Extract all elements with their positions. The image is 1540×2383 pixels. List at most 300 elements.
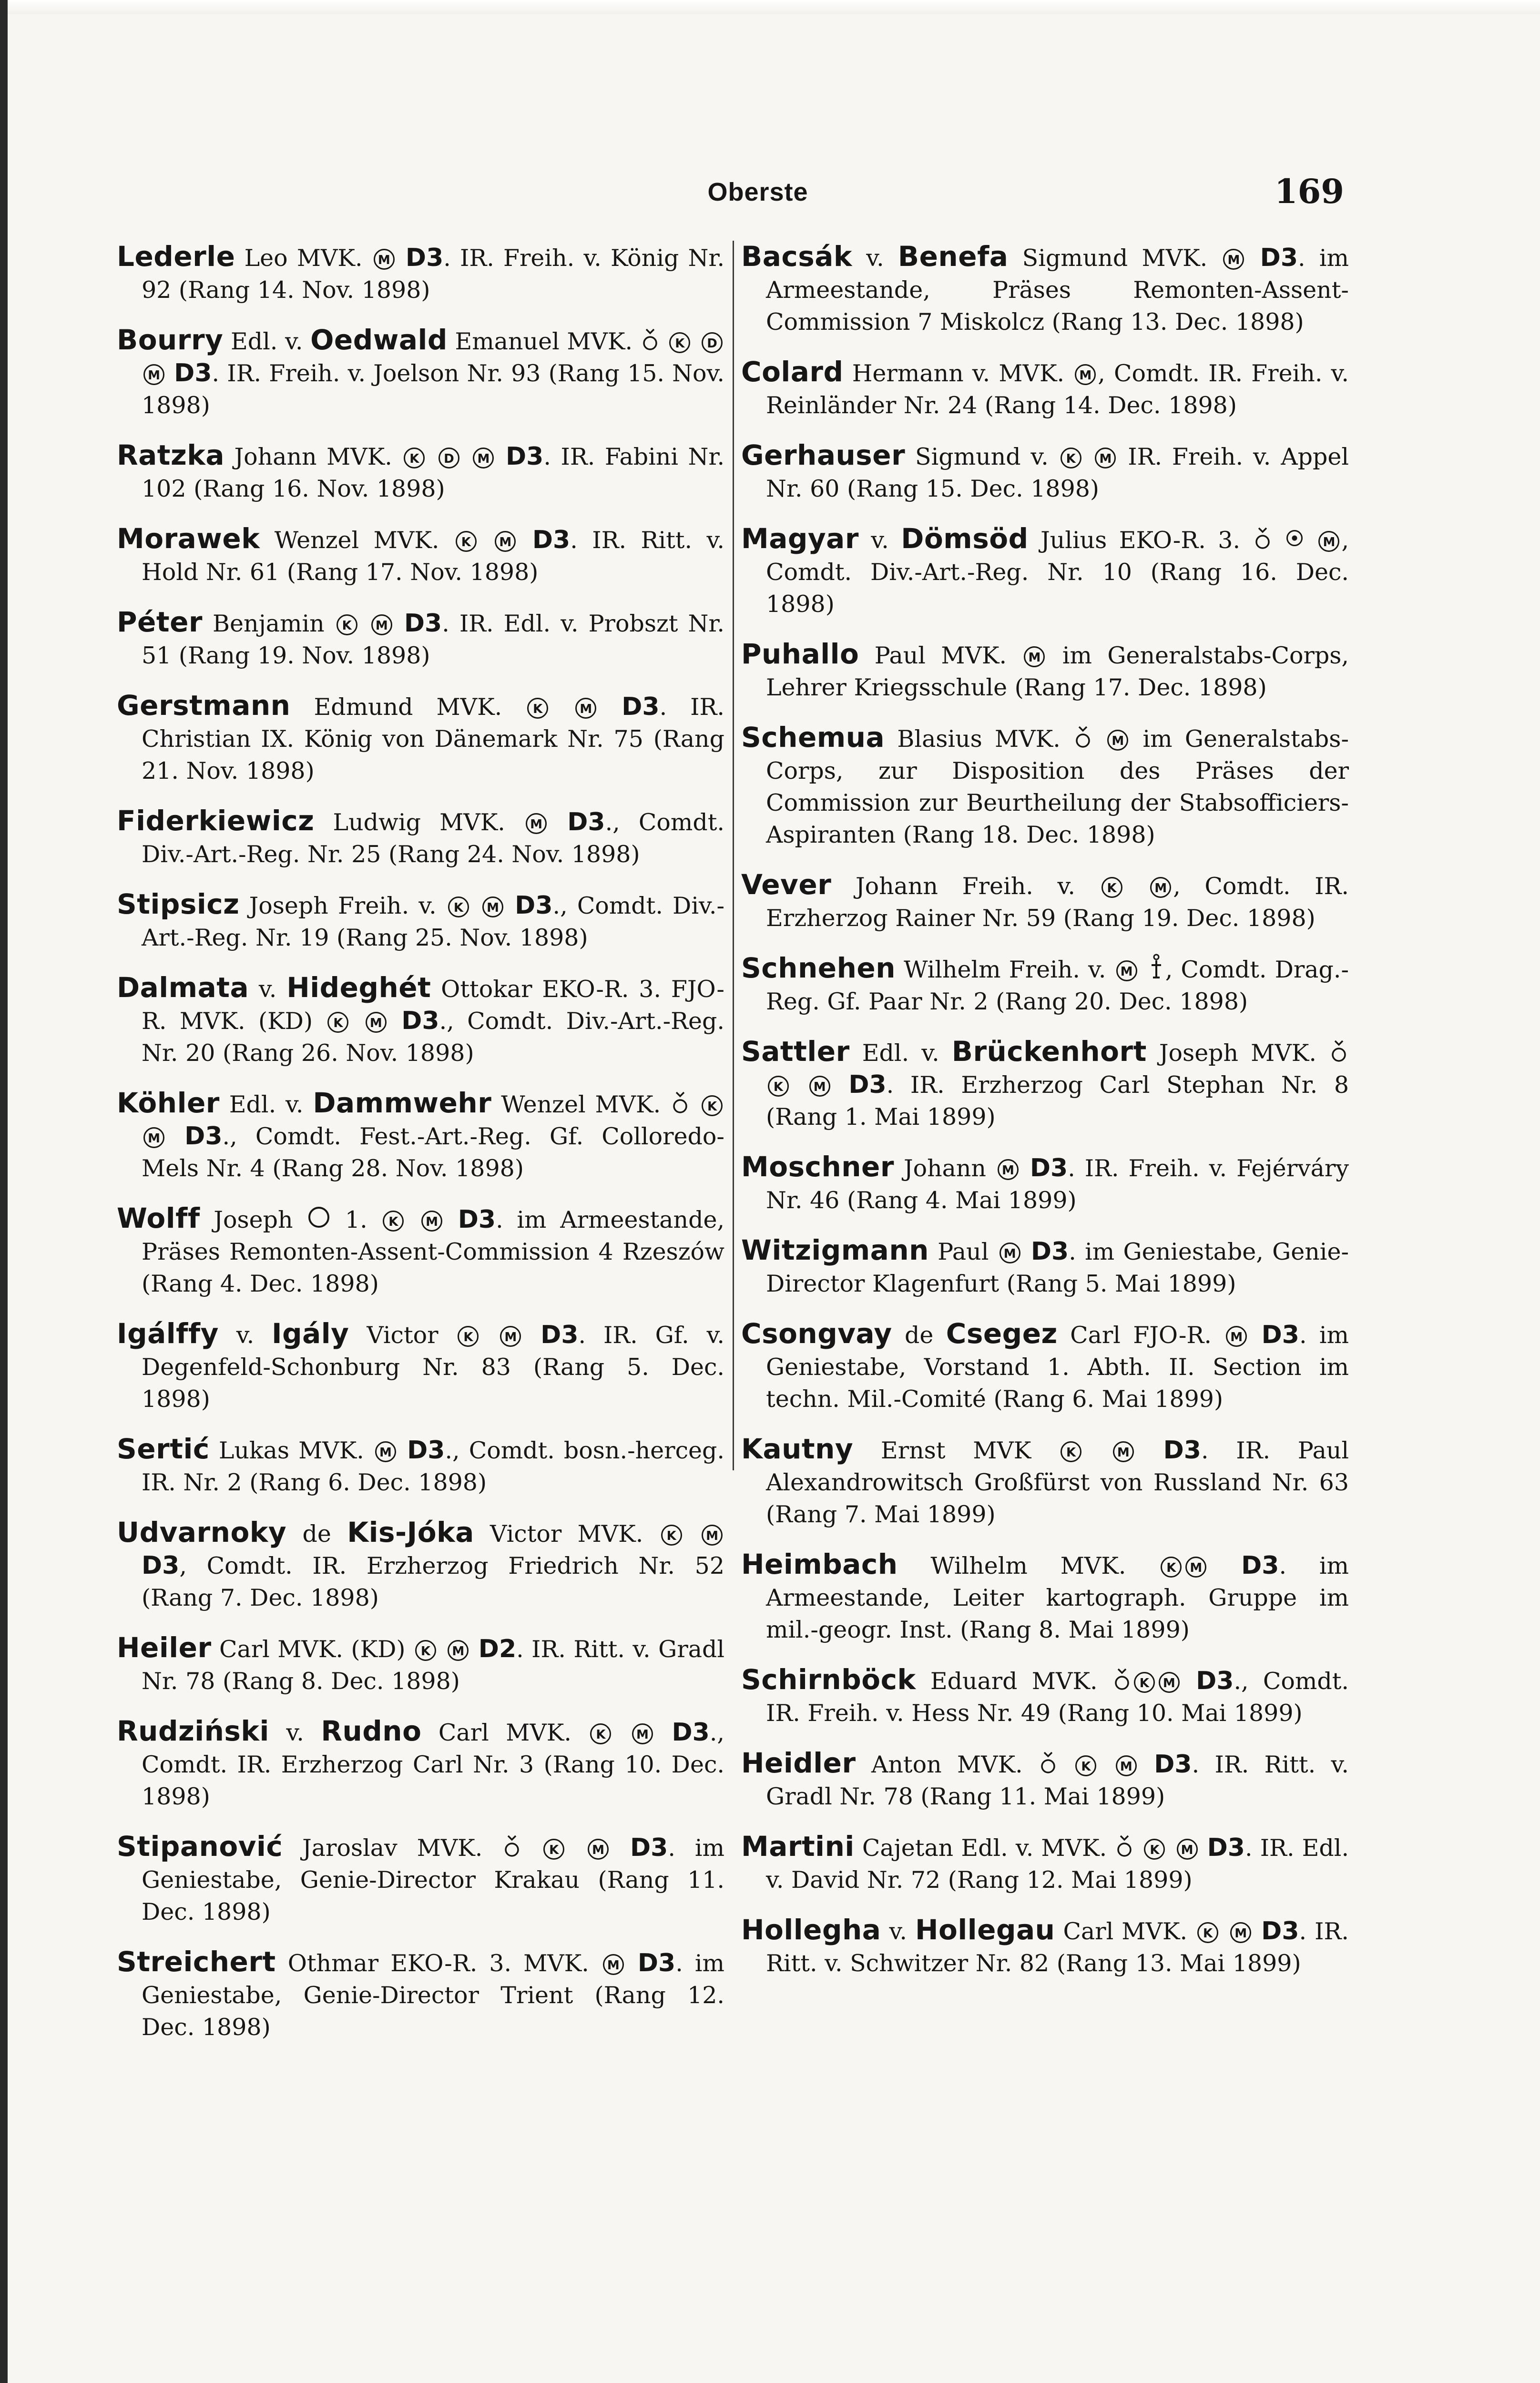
entry-surname: Morawek: [117, 522, 260, 555]
entry-text: [444, 1206, 458, 1233]
dot-order-icon: [1286, 530, 1303, 546]
circled-k-icon: K: [404, 448, 425, 468]
entry-text: Ernst MVK: [853, 1437, 1059, 1464]
register-entry: [741, 722, 1349, 851]
entry-surname: Sertić: [117, 1433, 210, 1465]
circled-m-icon: M: [1150, 877, 1171, 898]
decoration-class: D3: [1030, 1154, 1068, 1182]
entry-text: [461, 443, 471, 470]
entry-text: [479, 527, 493, 554]
register-entry: [741, 1151, 1349, 1216]
entry-text: [1220, 1918, 1228, 1945]
entry-text: . IR. Fabini Nr. 102 (Rang 16. Nov. 1898): [142, 443, 725, 502]
entry-text: [1058, 1751, 1073, 1778]
register-entry: [117, 523, 724, 588]
scan-edge-left: [0, 0, 8, 2383]
entry-text: ., Comdt. Fest.-Art.-Reg. Gf. Colloredo-Mels Nr. 4 (Rang 28. Nov. 1898): [142, 1123, 724, 1182]
decoration-class: D3: [1260, 244, 1298, 272]
right-column: [741, 241, 1349, 1997]
entry-text: [470, 1636, 478, 1663]
entry-text: Victor MVK.: [474, 1520, 659, 1548]
circled-m-icon: M: [1113, 1441, 1134, 1462]
entry-text: Johann MVK.: [224, 443, 402, 470]
entry-predicate-name: Csegez: [946, 1317, 1058, 1350]
entry-text: [394, 610, 404, 637]
entry-text: [832, 1071, 849, 1099]
entry-text: . IR. Ritt. v. Hold Nr. 61 (Rang 17. Nov. 1898): [142, 527, 724, 586]
entry-surname: Colard: [741, 356, 844, 388]
entry-surname: Kautny: [741, 1433, 854, 1465]
entry-text: [692, 328, 700, 355]
ring-order-icon: [308, 1207, 329, 1228]
entry-text: Julius EKO-R. 3.: [1028, 527, 1253, 554]
circled-k-icon: K: [1134, 1672, 1155, 1693]
decoration-class: D3: [407, 1436, 445, 1465]
decoration-class: D3: [1196, 1667, 1234, 1695]
entry-text: . im Geniestabe, Genie-Director Trient (Rang 12. Dec. 1898): [142, 1950, 724, 2041]
circled-m-icon: M: [143, 1127, 164, 1148]
entry-text: [1093, 725, 1105, 753]
entry-text: Jaroslav MVK.: [283, 1834, 502, 1862]
entry-text: v.: [881, 1918, 915, 1945]
register-entry: [117, 1318, 724, 1415]
entry-surname: Martini: [741, 1830, 855, 1863]
register-entry: [117, 1517, 724, 1614]
entry-predicate-name: Dömsöd: [901, 522, 1029, 555]
entry-surname: Streichert: [117, 1945, 276, 1978]
entry-text: . IR. Christian IX. König von Dänemark Nr. 75 (Rang 21. Nov. 1898): [142, 693, 724, 784]
entry-text: Paul: [928, 1238, 998, 1265]
entry-text: Hermann v. MVK.: [843, 360, 1073, 387]
register-entry: [741, 241, 1349, 338]
entry-surname: Schemua: [741, 721, 885, 754]
entry-surname: Péter: [117, 606, 203, 638]
entry-surname: Sattler: [741, 1035, 850, 1068]
entry-text: . im Geniestabe, Genie-Director Klagenfurt (Rang 5. Mai 1899): [766, 1238, 1349, 1297]
decoration-class: D3: [1261, 1321, 1299, 1349]
entry-text: [350, 1008, 363, 1035]
running-title: Oberste: [707, 178, 808, 206]
circled-k-icon: K: [1161, 1557, 1182, 1578]
entry-text: [684, 1520, 700, 1548]
entry-text: . im Armeestande, Präses Remonten-Assent-Commission 7 Miskolcz (Rang 13. Dec. 1898): [766, 244, 1349, 336]
circled-m-icon: M: [366, 1012, 387, 1033]
entry-surname: Schirnböck: [741, 1663, 916, 1696]
entry-predicate-name: Oedwald: [310, 324, 448, 356]
entry-surname: Udvarnoky: [117, 1516, 287, 1548]
entry-text: Joseph: [200, 1206, 307, 1233]
entry-text: Edl. v.: [223, 328, 311, 355]
decoration-class: D3: [142, 1551, 180, 1580]
entry-text: Leo MVK.: [235, 244, 372, 272]
entry-surname: Köhler: [117, 1087, 220, 1119]
decoration-class: D3: [1163, 1436, 1201, 1465]
entry-text: . IR. Paul Alexandrowitsch Großfürst von Russland Nr. 63 (Rang 7. Mai 1899): [766, 1437, 1349, 1528]
circled-k-icon: K: [543, 1839, 564, 1860]
entry-predicate-name: Kis-Jóka: [347, 1516, 474, 1548]
circled-k-icon: K: [448, 896, 469, 917]
entry-surname: Csongvay: [741, 1317, 892, 1350]
entry-text: [1167, 1834, 1174, 1862]
entry-text: [550, 693, 573, 721]
circled-m-icon: M: [371, 614, 392, 635]
register-entry: [741, 1433, 1349, 1530]
entry-text: [480, 1322, 498, 1349]
register-entry: [117, 1632, 724, 1697]
entry-text: [1200, 1834, 1207, 1862]
circled-m-icon: M: [575, 698, 596, 719]
circled-k-icon: K: [456, 531, 477, 552]
entry-text: . IR. Freih. v. König Nr. 92 (Rang 14. Nov. 1898): [142, 244, 725, 304]
circled-m-icon: M: [1095, 448, 1116, 468]
entry-text: [1134, 1834, 1142, 1862]
entry-text: v.: [858, 527, 901, 554]
entry-text: [549, 809, 567, 836]
circled-k-icon: K: [415, 1640, 436, 1661]
entry-text: [438, 1636, 446, 1663]
entry-text: 1.: [331, 1206, 381, 1233]
entry-surname: Fiderkiewicz: [117, 805, 315, 837]
register-entry: [741, 1914, 1349, 1979]
decoration-class: D3: [637, 1949, 676, 1977]
entry-text: [166, 1123, 184, 1150]
entry-text: [1273, 527, 1285, 554]
column-divider: [733, 241, 734, 1470]
circled-k-icon: K: [327, 1012, 348, 1033]
entry-text: , Comdt. IR. Erzherzog Rainer Nr. 59 (Rang 19. Dec. 1898): [766, 873, 1349, 932]
entry-text: Ludwig MVK.: [314, 809, 524, 836]
entry-text: Emanuel MVK.: [447, 328, 640, 355]
decoration-class: D3: [630, 1833, 668, 1862]
medal-icon: [1254, 526, 1271, 551]
entry-surname: Bourry: [117, 324, 224, 356]
entry-text: . IR. Erzherzog Carl Stephan Nr. 8 (Rang 1. Mai 1899): [766, 1071, 1349, 1130]
entry-surname: Vever: [741, 868, 832, 901]
register-entry: [741, 1747, 1349, 1813]
circled-m-icon: M: [1107, 730, 1128, 751]
entry-surname: Magyar: [741, 522, 859, 555]
entry-text: Carl MVK.: [1055, 1918, 1196, 1945]
entry-text: . im Geniestabe, Genie-Director Krakau (Rang 11. Dec. 1898): [142, 1834, 725, 1925]
entry-text: Ottokar EKO-R. 3. FJO-R. MVK. (KD): [142, 976, 724, 1035]
entry-predicate-name: Hideghét: [286, 971, 431, 1004]
entry-text: . im Geniestabe, Vorstand 1. Abth. II. Section im techn. Mil.-Comité (Rang 6. Mai 1899): [766, 1322, 1349, 1413]
scan-edge-top: [0, 0, 1540, 14]
entry-text: Edl. v.: [219, 1091, 313, 1118]
entry-surname: Stipsicz: [117, 888, 240, 920]
entry-text: [518, 527, 532, 554]
entry-predicate-name: Brückenhort: [951, 1035, 1147, 1068]
circled-k-icon: K: [1197, 1922, 1218, 1943]
decoration-class: D3: [184, 1122, 223, 1151]
register-entry: [741, 1548, 1349, 1646]
entry-text: [626, 1950, 638, 1977]
circled-k-icon: K: [527, 698, 548, 719]
entry-text: , Comdt. IR. Freih. v. Reinländer Nr. 24 (Rang 14. Dec. 1898): [766, 360, 1349, 419]
entry-text: Eduard MVK.: [916, 1668, 1112, 1695]
entry-text: v.: [249, 976, 287, 1003]
circled-m-icon: M: [998, 1159, 1019, 1180]
circled-m-icon: M: [1226, 1326, 1247, 1347]
circled-m-icon: M: [702, 1525, 723, 1546]
entry-text: [660, 328, 668, 355]
circled-d-icon: D: [439, 448, 459, 468]
register-entry: [117, 606, 724, 672]
entry-text: . IR. Gf. v. Degenfeld-Schonburg Nr. 83 (Rang 5. Dec. 1898): [142, 1322, 725, 1413]
entry-surname: Heimbach: [741, 1548, 898, 1580]
entry-text: ., Comdt. Div.-Art.-Reg. Nr. 20 (Rang 26. Nov. 1898): [142, 1008, 724, 1067]
decoration-class: D3: [174, 359, 212, 387]
circled-m-icon: M: [1223, 249, 1244, 270]
entry-text: [1022, 1238, 1031, 1265]
entry-surname: Hollegha: [741, 1914, 881, 1946]
entry-text: Lukas MVK.: [209, 1437, 373, 1464]
entry-text: Othmar EKO-R. 3. MVK.: [275, 1950, 601, 1977]
entry-text: v.: [218, 1322, 272, 1349]
entry-text: [427, 443, 437, 470]
entry-text: [522, 1834, 541, 1862]
circled-m-icon: M: [375, 1441, 396, 1462]
entry-text: Wilhelm Freih. v.: [896, 956, 1114, 983]
medal-icon: [1040, 1751, 1056, 1775]
entry-text: [397, 244, 406, 272]
register-entry: [117, 690, 724, 787]
entry-surname: Igálffy: [117, 1317, 219, 1350]
decoration-class: D2: [478, 1635, 517, 1663]
entry-text: v.: [852, 244, 898, 272]
circled-m-icon: M: [999, 1242, 1020, 1263]
decoration-class: D3: [532, 526, 571, 554]
decoration-class: D3: [405, 244, 444, 272]
circled-k-icon: K: [590, 1723, 611, 1744]
entry-surname: Dalmata: [117, 971, 249, 1004]
circled-m-icon: M: [1116, 1755, 1137, 1776]
register-entry: [117, 1946, 724, 2043]
entry-text: [505, 892, 515, 919]
entry-surname: Puhallo: [741, 638, 859, 670]
entry-predicate-name: Dammwehr: [313, 1087, 492, 1119]
entry-text: v.: [269, 1719, 321, 1746]
entry-text: [1020, 1155, 1030, 1182]
entry-text: . IR. Edl. v. Probszt Nr. 51 (Rang 19. Nov. 1898): [142, 610, 725, 669]
entry-text: . IR. Edl. v. David Nr. 72 (Rang 12. Mai 1899): [766, 1834, 1349, 1894]
entry-text: [613, 1719, 630, 1746]
decoration-class: D3: [458, 1205, 496, 1234]
entry-text: Blasius MVK.: [885, 725, 1073, 753]
register-entry: [741, 356, 1349, 421]
entry-text: [1246, 244, 1260, 272]
entry-text: Carl MVK.: [421, 1719, 589, 1746]
decoration-class: D3: [401, 1007, 439, 1035]
entry-text: , Comdt. IR. Erzherzog Friedrich Nr. 52 (Rang 7. Dec. 1898): [142, 1552, 724, 1611]
circled-m-icon: M: [1075, 364, 1096, 385]
circled-k-icon: K: [1144, 1839, 1165, 1860]
decoration-class: D3: [1241, 1551, 1279, 1580]
circled-k-icon: K: [383, 1211, 404, 1232]
entry-text: Sigmund MVK.: [1008, 244, 1222, 272]
medal-icon: [1331, 1039, 1347, 1064]
medal-icon: [1075, 725, 1091, 750]
entry-surname: Heiler: [117, 1631, 212, 1664]
entry-predicate-name: Igály: [272, 1317, 349, 1350]
register-entry: [741, 523, 1349, 620]
circled-m-icon: M: [448, 1640, 469, 1661]
entry-text: [471, 892, 480, 919]
entry-text: [1083, 443, 1093, 470]
circled-m-icon: M: [809, 1076, 830, 1097]
entry-surname: Ratzka: [117, 439, 224, 471]
register-entry: [741, 952, 1349, 1018]
circled-m-icon: M: [1318, 531, 1339, 552]
entry-predicate-name: Hollegau: [915, 1914, 1055, 1946]
entry-surname: Lederle: [117, 240, 235, 273]
register-entry: [117, 805, 724, 870]
entry-text: [1253, 1918, 1261, 1945]
entry-text: ., Comdt. bosn.-herceg. IR. Nr. 2 (Rang 6. Dec. 1898): [142, 1437, 724, 1496]
circled-m-icon: M: [526, 813, 547, 834]
circled-m-icon: M: [1024, 646, 1045, 667]
register-entry: [741, 1036, 1349, 1133]
entry-text: . im Armeestande, Präses Remonten-Assent-Commission 4 Rzeszów (Rang 4. Dec. 1898): [142, 1206, 725, 1297]
medal-icon: [642, 327, 658, 352]
circled-m-icon: M: [632, 1723, 653, 1744]
entry-predicate-name: Benefa: [897, 240, 1009, 273]
entry-text: IR. Freih. v. Appel Nr. 60 (Rang 15. Dec. 1898): [766, 443, 1349, 502]
register-entry: [741, 1831, 1349, 1896]
entry-surname: Heidler: [741, 1747, 856, 1779]
circled-k-icon: K: [669, 332, 690, 353]
entry-text: [1083, 1437, 1111, 1464]
circled-m-icon: M: [1159, 1672, 1180, 1693]
entry-text: Johann: [894, 1155, 996, 1182]
circled-m-icon: M: [473, 448, 494, 468]
entry-text: Wilhelm MVK.: [897, 1552, 1159, 1579]
entry-text: [655, 1719, 672, 1746]
entry-text: . im Armeestande, Leiter kartograph. Gruppe im mil.-geogr. Inst. (Rang 8. Mai 1899): [766, 1552, 1349, 1643]
entry-surname: Witzigmann: [741, 1234, 929, 1266]
entry-text: [1139, 1751, 1154, 1778]
circled-m-icon: M: [500, 1326, 521, 1347]
entry-text: [791, 1071, 807, 1099]
decoration-class: D3: [672, 1718, 710, 1747]
entry-surname: Stipanović: [117, 1830, 283, 1863]
entry-surname: Bacsák: [741, 240, 852, 273]
entry-text: Edmund MVK.: [290, 693, 526, 721]
entry-text: im Generalstabs-Corps, zur Disposition des Präses der Commission zur Beurtheilung der Stabsofficiers-Aspiranten (Rang 18. Dec. 1898): [766, 725, 1349, 848]
entry-text: . IR. Freih. v. Joelson Nr. 93 (Rang 15. Nov. 1898): [142, 360, 724, 419]
register-entry: [117, 972, 724, 1069]
circled-k-icon: K: [458, 1326, 479, 1347]
entry-text: ., Comdt. Div.-Art.-Reg. Nr. 19 (Rang 25. Nov. 1898): [142, 892, 725, 951]
decoration-class: D3: [404, 609, 442, 638]
entry-predicate-name: Rudno: [321, 1715, 422, 1747]
entry-text: . IR. Freih. v. Fejérváry Nr. 46 (Rang 4. Mai 1899): [766, 1155, 1349, 1214]
medal-icon: [672, 1090, 688, 1115]
decoration-class: D3: [848, 1070, 887, 1099]
register-entry: [741, 1664, 1349, 1729]
register-entry: [117, 1715, 724, 1813]
register-entry: [117, 888, 724, 954]
entry-text: [1182, 1668, 1196, 1695]
decoration-class: D3: [541, 1321, 579, 1349]
decoration-class: D3: [1261, 1917, 1299, 1945]
entry-text: ., Comdt. IR. Erzherzog Carl Nr. 3 (Rang 10. Dec. 1898): [142, 1719, 724, 1810]
entry-text: . IR. Ritt. v. Gradl Nr. 78 (Rang 8. Dec. 1898): [142, 1636, 724, 1695]
circled-m-icon: M: [1230, 1922, 1251, 1943]
circled-d-icon: D: [702, 332, 723, 353]
register-entry: [741, 439, 1349, 505]
medal-icon: [1116, 1834, 1132, 1859]
entry-surname: Gerstmann: [117, 689, 291, 722]
entry-text: [523, 1322, 541, 1349]
entry-text: Carl MVK. (KD): [211, 1636, 413, 1663]
register-entry: [741, 1234, 1349, 1300]
register-entry: [117, 1831, 724, 1928]
register-entry: [741, 638, 1349, 703]
entry-text: [398, 1437, 407, 1464]
circled-k-icon: K: [768, 1076, 789, 1097]
circled-m-icon: M: [603, 1954, 624, 1975]
entry-text: Cajetan Edl. v. MVK.: [854, 1834, 1115, 1862]
decoration-class: D3: [1154, 1750, 1192, 1779]
entry-surname: Moschner: [741, 1151, 894, 1183]
cross-order-icon: [1149, 954, 1163, 980]
decoration-class: D3: [1207, 1833, 1245, 1862]
register-entry: [741, 869, 1349, 934]
circled-m-icon: M: [143, 364, 164, 385]
entry-text: Joseph Freih. v.: [239, 892, 446, 919]
entry-text: Wenzel MVK.: [491, 1091, 671, 1118]
entry-text: . IR. Ritt. v. Schwitzer Nr. 82 (Rang 13. Mai 1899): [766, 1918, 1349, 1977]
decoration-class: D3: [515, 891, 553, 920]
register-entry: [117, 439, 724, 505]
register-entry: [741, 1318, 1349, 1415]
circled-m-icon: M: [421, 1211, 442, 1232]
entry-text: [388, 1008, 401, 1035]
circled-k-icon: K: [1075, 1755, 1096, 1776]
entry-surname: Wolff: [117, 1202, 200, 1234]
entry-text: [1124, 873, 1149, 900]
entry-text: Carl FJO-R.: [1057, 1322, 1224, 1349]
entry-surname: Gerhauser: [741, 439, 906, 471]
decoration-class: D3: [622, 692, 660, 721]
entry-text: Sigmund v.: [905, 443, 1059, 470]
entry-text: [598, 693, 622, 721]
entry-text: [566, 1834, 586, 1862]
entry-text: [359, 610, 369, 637]
entry-text: [1305, 527, 1316, 554]
circled-m-icon: M: [1177, 1839, 1198, 1860]
decoration-class: D3: [506, 442, 544, 471]
circled-m-icon: M: [374, 249, 395, 270]
entry-text: [166, 360, 174, 387]
entry-text: Wenzel MVK.: [260, 527, 454, 554]
decoration-class: D3: [1030, 1237, 1069, 1266]
entry-text: Victor: [349, 1322, 456, 1349]
entry-text: de: [892, 1322, 946, 1349]
circled-k-icon: K: [702, 1095, 723, 1116]
entry-text: [690, 1091, 700, 1118]
circled-m-icon: M: [1116, 960, 1137, 981]
entry-text: Benjamin: [203, 610, 335, 637]
entry-text: . IR. Ritt. v. Gradl Nr. 78 (Rang 11. Mai 1899): [766, 1751, 1349, 1810]
circled-m-icon: M: [588, 1839, 609, 1860]
register-entry: [117, 1202, 724, 1300]
page-header: [0, 172, 1540, 214]
circled-m-icon: M: [482, 896, 503, 917]
entry-text: [1098, 1751, 1113, 1778]
register-entry: [117, 324, 724, 421]
